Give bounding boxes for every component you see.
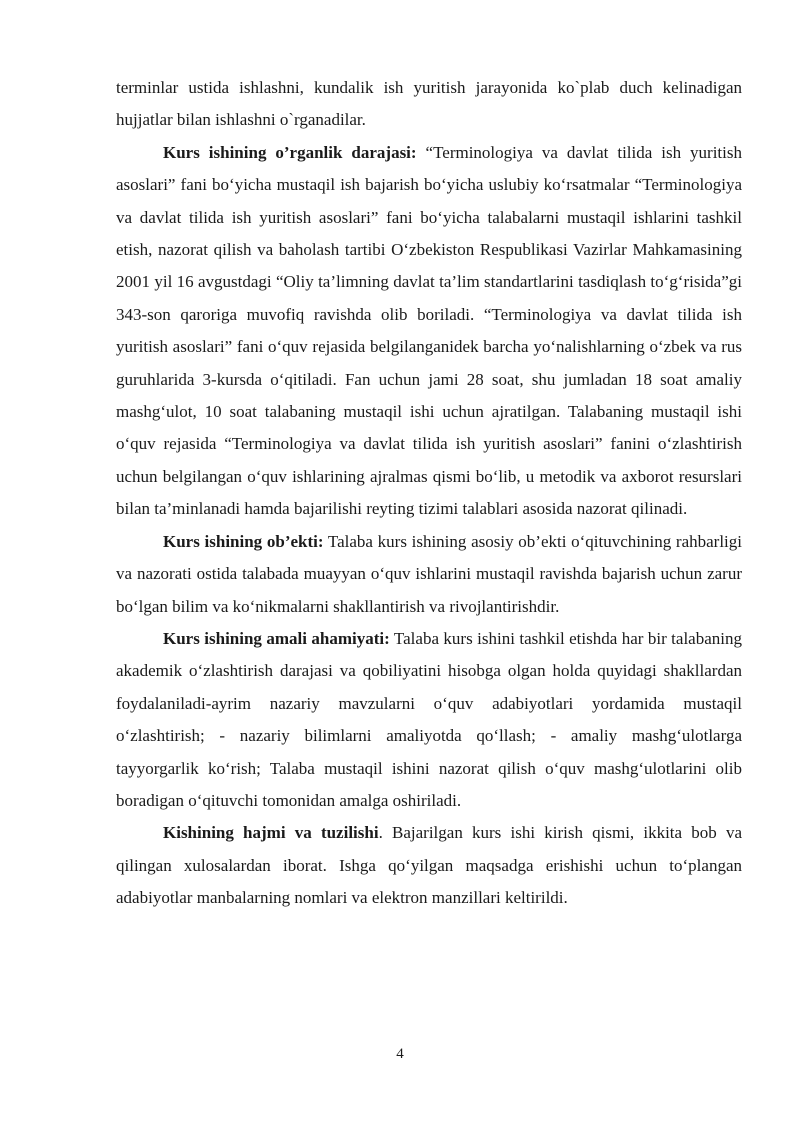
paragraph-heading: Kurs ishining amali ahamiyati: [163,628,390,648]
paragraph-volume-structure [116,817,742,914]
paragraph-study-level [116,137,742,526]
paragraph-text: . Bajarilgan kurs ishi kirish qismi, ikkita bob va qilingan xulosalardan iborat. Ishga qo‘yilgan maqsadga erishishi uchun to‘plangan adabiyotlar manbalarning nomlari va elektron manzillari keltirildi. [116,823,743,908]
paragraph-practical-significance [116,623,742,817]
paragraph-object [116,526,742,623]
paragraph-heading: Kurs ishining o’rganlik darajasi: [163,142,417,162]
page-number: 4 [396,1046,404,1062]
paragraph-text: Talaba kurs ishining asosiy ob’ekti o‘qituvchining rahbarligi va nazorati ostida talabada muayyan o‘quv ishlarini mustaqil ravishda bajarish uchun zarur bo‘lgan bilim va ko‘nikmalarni shakllantirish va rivojlantirishdir. [116,531,742,616]
paragraph-text: terminlar ustida ishlashni, kundalik ish yuritish jarayonida ko`plab duch kelinadigan hujjatlar bilan ishlashni o`rganadilar. [116,78,742,130]
paragraph-text: “Terminologiya va davlat tilida ish yuritish asoslari” fani bo‘yicha mustaqil ish bajarish bo‘yicha uslubiy ko‘rsatmalar “Terminologiya va davlat tilida ish yuritish asoslari” fani bo‘yicha talabalarni mustaqil ishlarini tashkil etish, nazorat qilish va baholash tartibi O‘zbekiston Respublikasi Vazirlar Mahkamasining 2001 yil 16 avgustdagi “Oliy ta’limning davlat ta’lim standartlarini tasdiqlash to‘g‘risida”gi 343-son qaroriga muvofiq ravishda olib boriladi. “Terminologiya va davlat tilida ish yuritish asoslari” fani o‘quv rejasida belgilanganidek barcha yo‘nalishlarning o‘zbek va rus guruhlarida 3-kursda o‘qitiladi. Fan uchun jami 28 soat, shu jumladan 18 soat amaliy mashg‘ulot, 10 soat talabaning mustaqil ishi uchun ajratilgan. Talabaning mustaqil ishi o‘quv rejasida “Terminologiya va davlat tilida ish yuritish asoslari” fanini o‘zlashtirish uchun belgilangan o‘quv ishlarining ajralmas qismi bo‘lib, u metodik va axborot resurslari bilan ta’minlanadi hamda bajarilishi reyting tizimi talablari asosida nazorat qilinadi. [116,142,742,519]
paragraph-text: Talaba kurs ishini tashkil etishda har bir talabaning akademik o‘zlashtirish darajasi va qobiliyatini hisobga olgan holda quyidagi shakllardan foydalaniladi-ayrim nazariy mavzularni o‘quv adabiyotlari yordamida mustaqil o‘zlashtirish; - nazariy bilimlarni amaliyotda qo‘llash; - amaliy mashg‘ulotlarga tayyorgarlik ko‘rish; Talaba mustaqil ishini nazorat qilish o‘quv mashg‘ulotlarini olib boradigan o‘qituvchi tomonidan amalga oshiriladi. [116,628,742,810]
paragraph-intro-continuation [116,72,742,137]
document-page [116,72,742,915]
paragraph-heading: Kurs ishining ob’ekti: [163,531,324,551]
paragraph-heading: Kishining hajmi va tuzilishi [163,823,379,843]
